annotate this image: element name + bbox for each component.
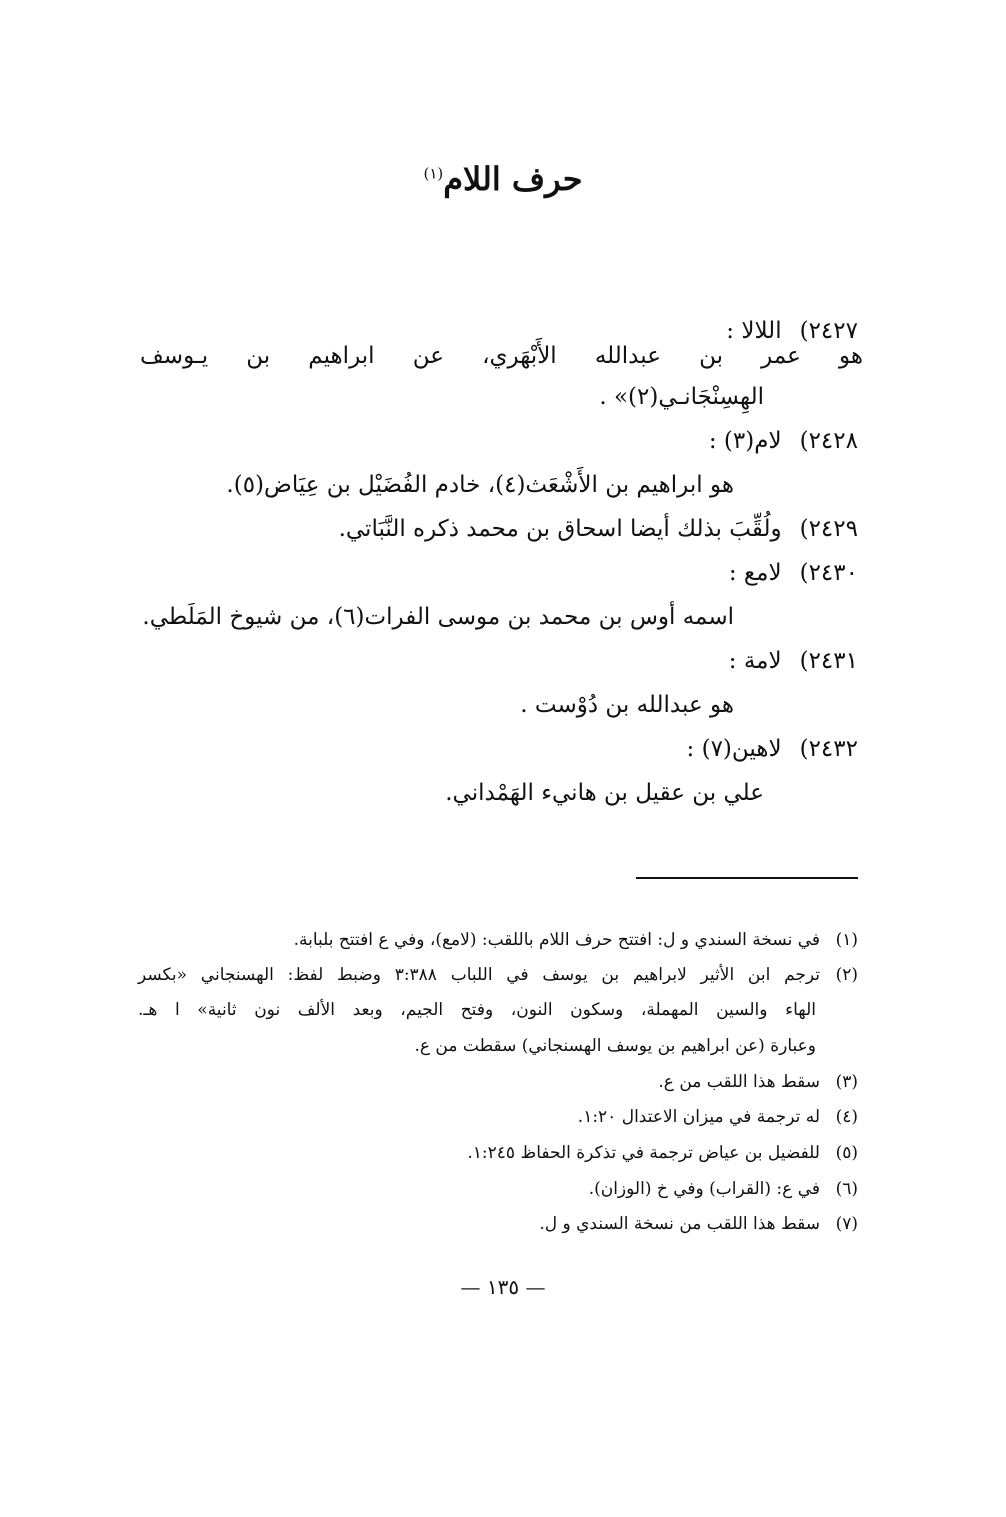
- footnote-text: وعبارة (عن ابراهيم بن يوسف الهسنجاني) سقطت من ع.: [414, 1036, 816, 1056]
- entry-text: اسمه أوس بن محمد بن موسى الفرات(٦)، من شيوخ المَلَطي.: [142, 604, 734, 630]
- footnote-text: ترجم ابن الأثير لابراهيم بن يوسف في اللباب ٣:٣٨٨ وضبط لفظ: الهسنجاني «بكسر: [138, 965, 820, 985]
- chapter-title: [0, 160, 1006, 198]
- footnote-text: له ترجمة في ميزان الاعتدال ١:٢٠.: [577, 1107, 820, 1127]
- footnote-number: (٦): [835, 1179, 858, 1199]
- entry-title: لامة :: [728, 648, 782, 674]
- entry-heading: [709, 428, 858, 454]
- entry-number: ٢٤٣٢): [799, 736, 858, 762]
- footnote-number: (٣): [835, 1072, 858, 1092]
- entry-title: لام(٣) :: [708, 428, 782, 454]
- footnote-text: للفضيل بن عياض ترجمة في تذكرة الحفاظ ١:٢٤٥.: [467, 1143, 820, 1163]
- entry-number: ٢٤٢٨): [799, 428, 858, 454]
- entry-number: ٢٤٢٧): [799, 318, 858, 344]
- footnote-number: (٥): [835, 1143, 858, 1163]
- footnote: [467, 1143, 858, 1163]
- entry-number: ٢٤٢٩): [799, 516, 858, 542]
- footnote-text: في نسخة السندي و ل: افتتح حرف اللام باللقب: (لامع)، وفي ع افتتح بلبابة.: [293, 930, 820, 950]
- entry-title: ولُقِّبَ بذلك أيضا اسحاق بن محمد ذكره النَّبَاتي.: [338, 516, 782, 542]
- footnote: [589, 1179, 858, 1199]
- entry-text: هو ابراهيم بن الأَشْعَث(٤)، خادم الفُضَيْل بن عِيَاض(٥).: [226, 472, 734, 498]
- footnote: [138, 965, 858, 985]
- footnote-text: سقط هذا اللقب من نسخة السندي و ل.: [539, 1214, 820, 1234]
- footnote-text: سقط هذا اللقب من ع.: [658, 1072, 820, 1092]
- entry-text: الهِسِنْجَانـي(٢)» .: [599, 384, 764, 410]
- entry-heading: [339, 516, 858, 542]
- entry-number: ٢٤٣٠): [799, 560, 858, 586]
- footnote: [294, 930, 858, 950]
- entry-heading: [729, 648, 858, 674]
- footnote-text: الهاء والسين المهملة، وسكون النون، وفتح الجيم، وبعد الألف نون ثانية» ا هـ.: [138, 1000, 816, 1020]
- page-number: — ١٣٥ —: [460, 1275, 546, 1299]
- footnote-text: في ع: (القراب) وفي خ (الوزان).: [588, 1179, 820, 1199]
- chapter-title-text: حرف اللام: [443, 160, 583, 198]
- footnote-number: (٢): [835, 965, 858, 985]
- footnote: [539, 1214, 858, 1234]
- entry-heading: [687, 736, 858, 762]
- footnote: [578, 1107, 858, 1127]
- footnote-divider: [636, 877, 858, 879]
- footnote-number: (٧): [835, 1214, 858, 1234]
- footnote: [658, 1072, 858, 1092]
- entry-number: ٢٤٣١): [799, 648, 858, 674]
- entry-heading: [729, 560, 858, 586]
- entry-title: لامع :: [728, 560, 782, 586]
- footnote-number: (١): [835, 930, 858, 950]
- footnote-number: (٤): [835, 1107, 858, 1127]
- entry-text: هو عمر بن عبدالله الأَبْهَري، عن ابراهيم بن يـوسف: [140, 343, 863, 369]
- entry-text: علي بن عقيل بن هانيء الهَمْداني.: [445, 780, 764, 806]
- entry-heading: [726, 318, 858, 344]
- entry-title: لاهين(٧) :: [686, 736, 782, 762]
- chapter-title-note: (١): [423, 164, 444, 183]
- entry-title: اللالا :: [726, 318, 782, 344]
- entry-text: هو عبدالله بن دُوْست .: [520, 692, 734, 718]
